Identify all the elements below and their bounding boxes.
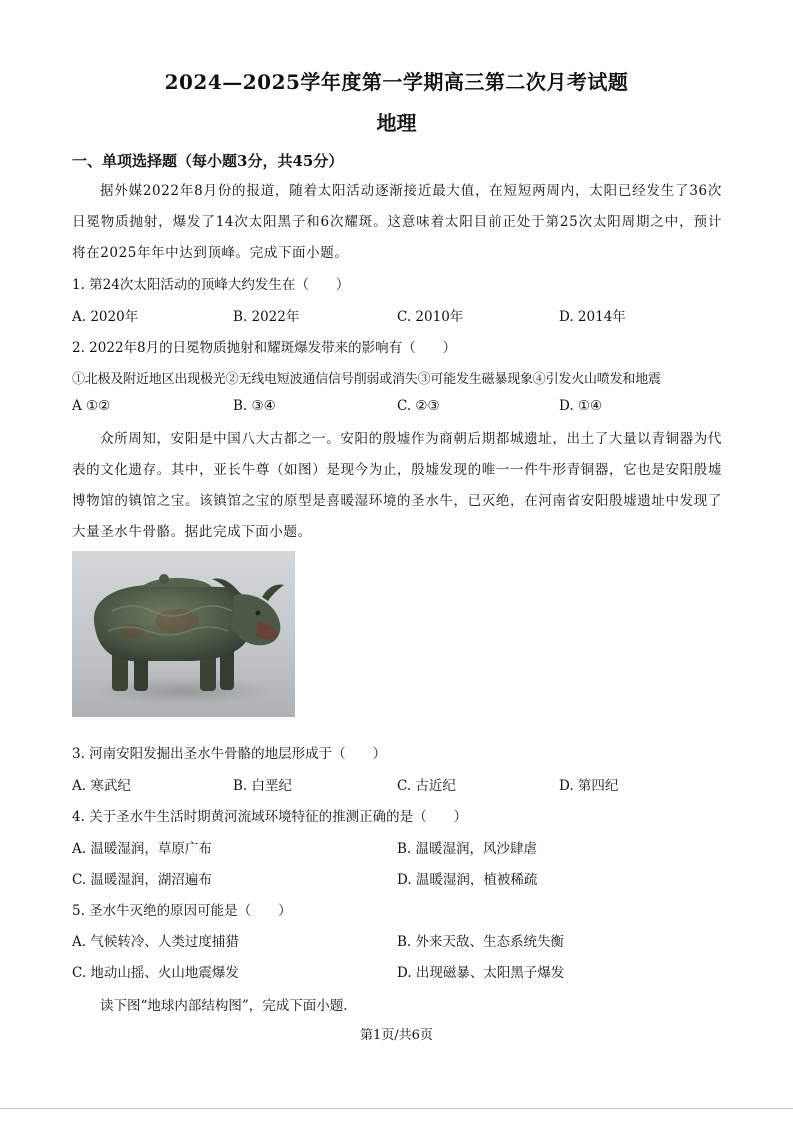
question-1-stem: 1. 第24次太阳活动的顶峰大约发生在（ ）: [72, 277, 350, 293]
question-5-option-d[interactable]: D. 出现磁暴、太阳黑子爆发: [397, 965, 565, 981]
question-4-option-a[interactable]: A. 温暖湿润，草原广布: [72, 841, 212, 857]
question-3-option-d[interactable]: D. 第四纪: [559, 778, 619, 794]
passage-anyang-ox: 众所周知，安阳是中国八大古都之一。安阳的殷墟作为商朝后期都城遗址，出土了大量以青铜器为代表的文化遗存。其中，亚长牛尊（如图）是现今为止，殷墟发现的唯一一件牛形青铜器，它也是安阳殷墟博物馆的镇馆之宝。该镇馆之宝的原型是喜暖湿环境的圣水牛，已灭绝，在河南省安阳殷墟遗址中发现了大量圣水牛骨骼。据此完成下面小题。: [72, 431, 722, 540]
question-3-option-b[interactable]: B. 白垩纪: [233, 778, 293, 794]
question-2-items: ①北极及附近地区出现极光②无线电短波通信信号削弱或消失③可能发生磁暴现象④引发火山喷发和地震: [72, 372, 661, 387]
passage-solar-activity: 据外媒2022年8月份的报道，随着太阳活动逐渐接近最大值，在短短两周内，太阳已经发生了36次日冕物质抛射，爆发了14次太阳黑子和6次耀斑。这意味着太阳目前正处于第25次太阳周期之中，预计将在2025年年中达到顶峰。完成下面小题。: [72, 183, 722, 261]
next-figure-intro: 读下图“地球内部结构图”，完成下面小题.: [100, 998, 348, 1014]
question-1-option-b[interactable]: B. 2022年: [233, 309, 300, 325]
page-bottom-divider: [0, 1108, 793, 1109]
question-5-option-a[interactable]: A. 气候转冷、人类过度捕猎: [72, 934, 239, 950]
question-2-option-b[interactable]: B. ③④: [233, 398, 276, 414]
question-1-option-c[interactable]: C. 2010年: [397, 309, 464, 325]
question-2-stem: 2. 2022年8月的日冕物质抛射和耀斑爆发带来的影响有（ ）: [72, 340, 457, 356]
question-4-stem: 4. 关于圣水牛生活时期黄河流域环境特征的推测正确的是（ ）: [72, 809, 468, 825]
bronze-ox-zun-photo: [72, 551, 295, 717]
question-5-option-b[interactable]: B. 外来天敌、生态系统失衡: [397, 934, 565, 950]
question-3-stem: 3. 河南安阳发掘出圣水牛骨骼的地层形成于（ ）: [72, 746, 387, 762]
question-2-option-c[interactable]: C. ②③: [397, 398, 440, 414]
question-4-option-d[interactable]: D. 温暖湿润，植被稀疏: [397, 872, 538, 888]
question-5-option-c[interactable]: C. 地动山摇、火山地震爆发: [72, 965, 239, 981]
question-1-option-a[interactable]: A. 2020年: [72, 309, 139, 325]
question-5-stem: 5. 圣水牛灭绝的原因可能是（ ）: [72, 903, 292, 919]
subject-title: 地理: [376, 111, 417, 135]
question-1-option-d[interactable]: D. 2014年: [559, 309, 626, 325]
question-2-option-d[interactable]: D. ①④: [559, 398, 603, 414]
question-3-option-a[interactable]: A. 寒武纪: [72, 778, 131, 794]
page-number: 第1页/共6页: [360, 1028, 433, 1043]
bronze-ox-image: [72, 551, 295, 717]
question-3-option-c[interactable]: C. 古近纪: [397, 778, 456, 794]
question-2-option-a[interactable]: A ①②: [72, 398, 111, 414]
exam-title: 2024—2025学年度第一学期高三第二次月考试题: [164, 70, 629, 94]
section-heading: 一、单项选择题（每小题3分，共45分）: [72, 152, 344, 170]
question-4-option-c[interactable]: C. 温暖湿润，湖沼遍布: [72, 872, 212, 888]
question-4-option-b[interactable]: B. 温暖湿润，风沙肆虐: [397, 841, 538, 857]
